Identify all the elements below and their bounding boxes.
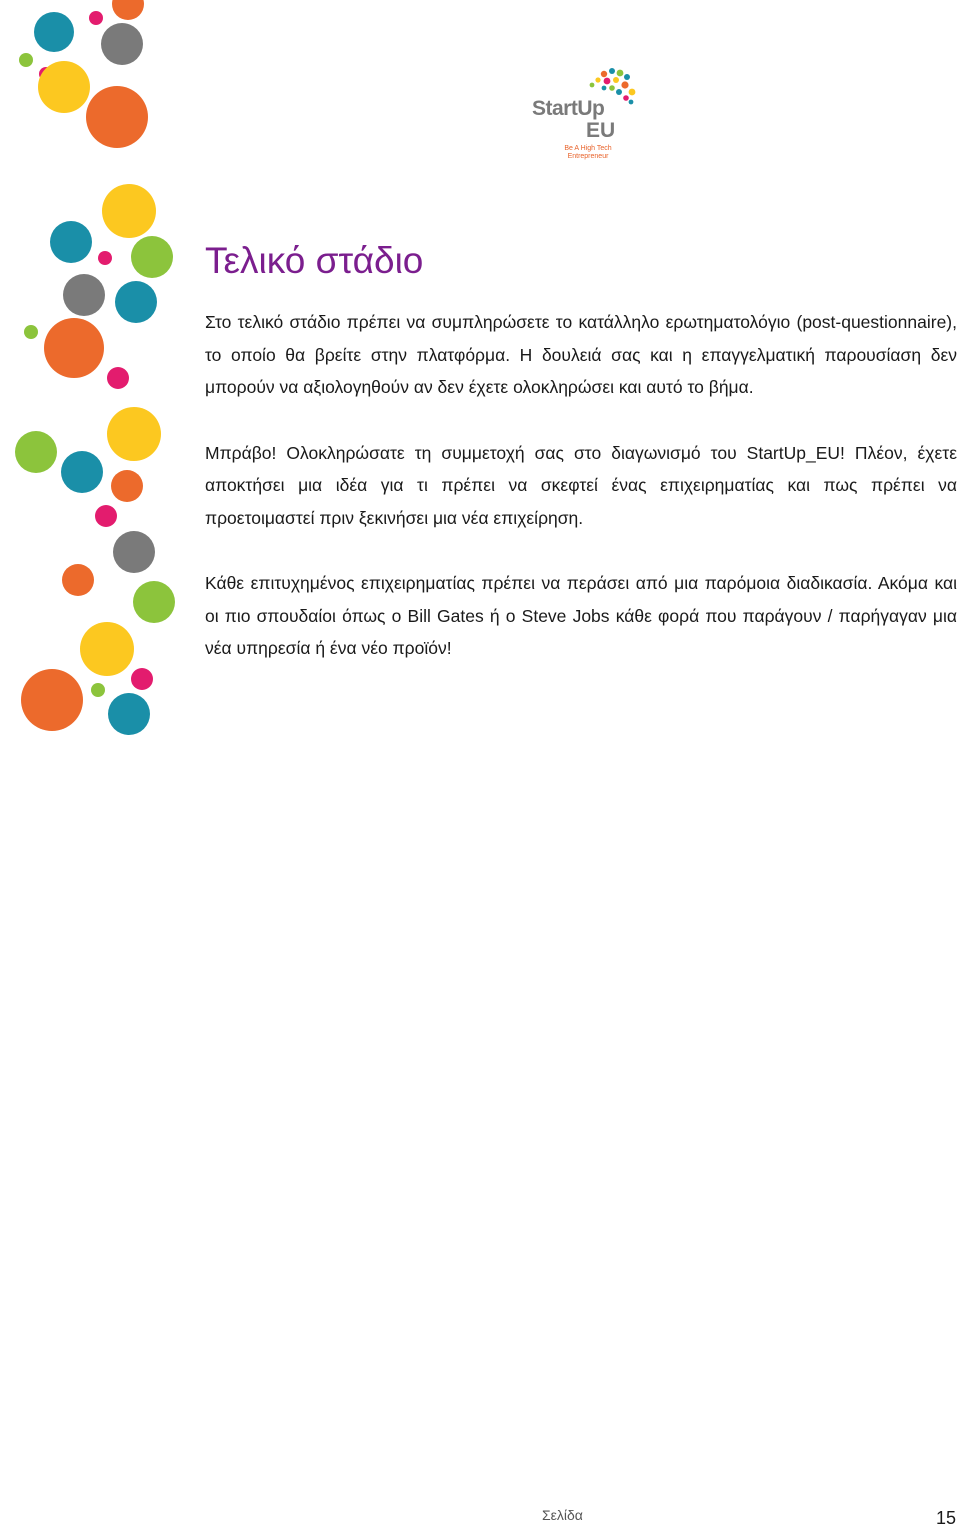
decorative-dots xyxy=(0,0,190,760)
page-content xyxy=(205,238,957,698)
page-title: Τελικό στάδιο xyxy=(205,240,424,281)
footer-page-label: Σελίδα xyxy=(542,1507,583,1523)
startup-eu-logo xyxy=(528,66,638,166)
logo-text-eu: EU xyxy=(586,119,616,142)
paragraph-final-stage: Στο τελικό στάδιο πρέπει να συμπληρώσετε το κατάλληλο ερωτηματολόγιο (post-questionnaire), το οποίο θα βρείτε στην πλατφόρμα. Η δουλειά σας και η επαγγελματική παρουσίαση δεν μπορούν να αξιολογηθούν αν δεν έχετε ολοκληρώσει και αυτό το βήμα. xyxy=(205,312,957,397)
logo-text-startup: StartUp xyxy=(532,97,605,120)
logo-tagline: Be A High Tech Entrepreneur xyxy=(564,145,612,160)
paragraph-congratulations: Μπράβο! Ολοκληρώσατε τη συμμετοχή σας στο διαγωνισμό του StartUp_EU! Πλέον, έχετε αποκτήσει μια ιδέα για τι πρέπει να σκεφτεί ένας επιχειρηματίας και πως πρέπει να προετοιμαστεί πριν ξεκινήσει μια νέα επιχείρηση. xyxy=(205,442,957,528)
footer-page-number: 15 xyxy=(935,1508,956,1528)
paragraph-entrepreneurs: Κάθε επιτυχημένος επιχειρηματίας πρέπει να περάσει από μια παρόμοια διαδικασία. Ακόμα και οι πιο σπουδαίοι όπως ο Bill Gates ή ο Steve Jobs κάθε φορά που παράγουν / παρήγαγαν μια νέα υπηρεσία ή ένα νέο προϊόν! xyxy=(205,573,957,658)
